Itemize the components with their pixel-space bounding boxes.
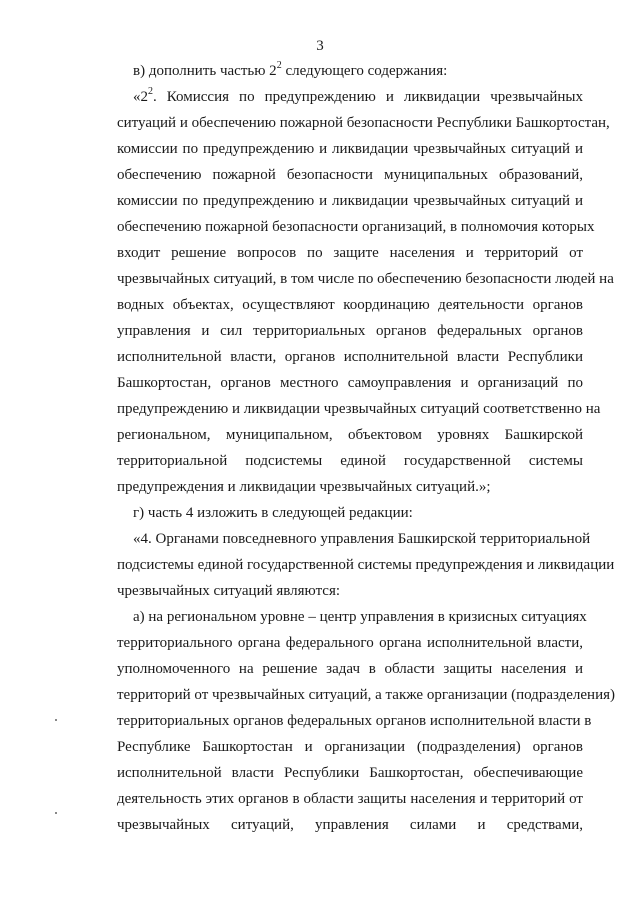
- text-line: а) на региональном уровне – центр управления в кризисных ситуациях: [133, 609, 587, 625]
- text-line: комиссии по предупреждению и ликвидации чрезвычайных ситуаций и: [117, 193, 583, 209]
- text-line: предупреждения и ликвидации чрезвычайных ситуаций.»;: [117, 479, 491, 495]
- text-line: «4. Органами повседневного управления Башкирской территориальной: [133, 531, 591, 547]
- text-line: исполнительной власти Республики Башкортостан, обеспечивающие: [117, 765, 583, 781]
- text-line: комиссии по предупреждению и ликвидации чрезвычайных ситуаций и: [117, 141, 583, 157]
- text-line: «$2^2$. Комиссия по предупреждению и ликвидации чрезвычайных: [133, 86, 583, 105]
- text-line: территориального органа федерального органа исполнительной власти,: [117, 635, 583, 651]
- text-line: обеспечению пожарной безопасности организаций, в полномочия которых: [117, 219, 595, 235]
- text-line: территориальной подсистемы единой государственной системы: [117, 453, 583, 469]
- text-line: предупреждению и ликвидации чрезвычайных ситуаций соответственно на: [117, 401, 601, 417]
- text-line: г) часть 4 изложить в следующей редакции:: [133, 505, 413, 521]
- text-line: чрезвычайных ситуаций, управления силами и средствами,: [117, 817, 583, 833]
- text-line: чрезвычайных ситуаций, в том числе по обеспечению безопасности людей на: [117, 271, 614, 287]
- text-line: управления и сил территориальных органов федеральных органов: [117, 323, 583, 339]
- text-line: уполномоченного на решение задач в области защиты населения и: [117, 661, 583, 677]
- text-line: ситуаций и обеспечению пожарной безопасности Республики Башкортостан,: [117, 115, 610, 131]
- scan-speck: [55, 812, 57, 814]
- scan-speck: [55, 719, 57, 721]
- text-line: водных объектах, осуществляют координацию деятельности органов: [117, 297, 583, 313]
- text-line: территориальных органов федеральных органов исполнительной власти в: [117, 713, 592, 729]
- text-line: территорий от чрезвычайных ситуаций, а также организации (подразделения): [117, 687, 616, 703]
- text-line: Башкортостан, органов местного самоуправления и организаций по: [117, 375, 583, 391]
- text-line: подсистемы единой государственной системы предупреждения и ликвидации: [117, 557, 615, 573]
- text-line: обеспечению пожарной безопасности муниципальных образований,: [117, 167, 583, 183]
- text-line: деятельность этих органов в области защиты населения и территорий от: [117, 791, 583, 807]
- text-line: исполнительной власти, органов исполнительной власти Республики: [117, 349, 583, 365]
- text-line: входит решение вопросов по защите населения и территорий от: [117, 245, 583, 261]
- text-line: в) дополнить частью $2^2$ следующего содержания:: [133, 60, 448, 79]
- text-line: региональном, муниципальном, объектовом уровнях Башкирской: [117, 427, 583, 443]
- page-number: 3: [316, 38, 324, 54]
- text-line: чрезвычайных ситуаций являются:: [117, 583, 341, 599]
- text-line: Республике Башкортостан и организации (подразделения) органов: [117, 739, 583, 755]
